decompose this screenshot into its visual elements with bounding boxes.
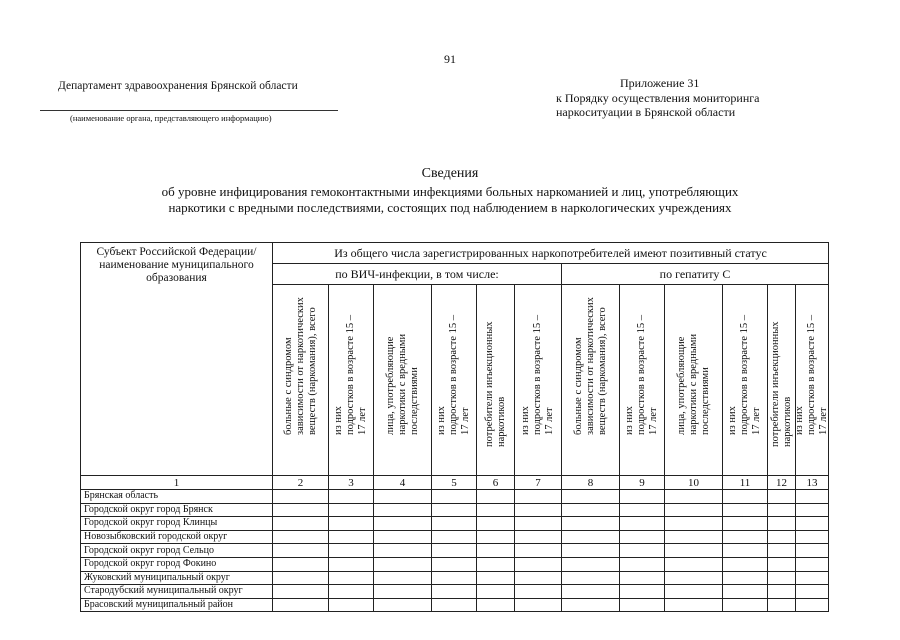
- column-number: 6: [477, 476, 515, 490]
- column-header: [768, 285, 796, 476]
- table-row: [81, 544, 829, 558]
- column-header: [477, 285, 515, 476]
- data-cell[interactable]: [723, 598, 768, 612]
- table-row: [81, 598, 829, 612]
- row-municipality-name: Новозыбковский городской округ: [81, 530, 273, 544]
- column-header-label: потребители инъекционных наркотиков: [483, 321, 507, 447]
- status-header: Из общего числа зарегистрированных наркопотребителей имеют позитивный статус: [273, 243, 829, 264]
- data-cell[interactable]: [620, 598, 665, 612]
- data-cell[interactable]: [477, 598, 515, 612]
- column-header-label: больные с синдромом зависимости от наркотических веществ (наркомания), всего: [282, 297, 318, 435]
- data-cell[interactable]: [562, 571, 620, 585]
- data-cell[interactable]: [374, 490, 432, 504]
- title-line: наркотики с вредными последствиями, состоящих под наблюдением в наркологических учреждениях: [168, 200, 732, 215]
- data-cell[interactable]: [620, 490, 665, 504]
- row-municipality-name: Городской округ город Сельцо: [81, 544, 273, 558]
- data-cell[interactable]: [562, 598, 620, 612]
- data-cell[interactable]: [329, 530, 374, 544]
- data-cell[interactable]: [515, 571, 562, 585]
- data-cell[interactable]: [665, 557, 723, 571]
- data-cell[interactable]: [329, 598, 374, 612]
- data-cell[interactable]: [515, 585, 562, 599]
- data-cell[interactable]: [665, 503, 723, 517]
- data-cell[interactable]: [432, 503, 477, 517]
- data-cell[interactable]: [329, 503, 374, 517]
- data-cell[interactable]: [273, 585, 329, 599]
- data-cell[interactable]: [273, 557, 329, 571]
- data-cell[interactable]: [515, 503, 562, 517]
- data-cell[interactable]: [768, 557, 796, 571]
- data-cell[interactable]: [432, 598, 477, 612]
- report-table: [80, 242, 829, 612]
- data-cell[interactable]: [477, 557, 515, 571]
- data-cell[interactable]: [620, 571, 665, 585]
- appendix-title: Приложение 31: [620, 76, 700, 90]
- data-cell[interactable]: [620, 557, 665, 571]
- table-row: [81, 503, 829, 517]
- data-cell[interactable]: [515, 517, 562, 531]
- data-cell[interactable]: [477, 517, 515, 531]
- data-cell[interactable]: [768, 571, 796, 585]
- column-header: [329, 285, 374, 476]
- data-cell[interactable]: [515, 544, 562, 558]
- data-cell[interactable]: [768, 598, 796, 612]
- data-cell[interactable]: [329, 490, 374, 504]
- data-cell[interactable]: [432, 571, 477, 585]
- column-number: 3: [329, 476, 374, 490]
- data-cell[interactable]: [665, 490, 723, 504]
- appendix-block: [556, 76, 759, 120]
- table-row: [81, 490, 829, 504]
- data-cell[interactable]: [620, 530, 665, 544]
- data-cell[interactable]: [768, 585, 796, 599]
- column-number: 1: [81, 476, 273, 490]
- column-header-label: из них подростков в возрасте 15 – 17 лет: [624, 314, 659, 435]
- column-header: [562, 285, 620, 476]
- data-cell[interactable]: [477, 585, 515, 599]
- data-cell[interactable]: [768, 530, 796, 544]
- data-cell[interactable]: [562, 503, 620, 517]
- data-cell[interactable]: [620, 517, 665, 531]
- data-cell[interactable]: [796, 517, 829, 531]
- organization-name: Департамент здравоохранения Брянской области: [58, 80, 298, 92]
- data-cell[interactable]: [665, 517, 723, 531]
- column-header: [723, 285, 768, 476]
- data-cell[interactable]: [477, 530, 515, 544]
- data-cell[interactable]: [768, 490, 796, 504]
- document-title: [0, 166, 900, 216]
- data-cell[interactable]: [796, 585, 829, 599]
- data-cell[interactable]: [562, 544, 620, 558]
- data-cell[interactable]: [432, 585, 477, 599]
- column-number: 11: [723, 476, 768, 490]
- data-cell[interactable]: [374, 571, 432, 585]
- data-cell[interactable]: [723, 530, 768, 544]
- column-header: [796, 285, 829, 476]
- data-cell[interactable]: [273, 530, 329, 544]
- appendix-line: наркоситуации в Брянской области: [556, 105, 736, 119]
- data-cell[interactable]: [432, 544, 477, 558]
- data-cell[interactable]: [374, 585, 432, 599]
- column-header-label: из них подростков в возрасте 15 – 17 лет: [727, 314, 762, 435]
- column-header: [665, 285, 723, 476]
- data-cell[interactable]: [768, 517, 796, 531]
- data-cell[interactable]: [374, 557, 432, 571]
- data-cell[interactable]: [796, 490, 829, 504]
- row-municipality-name: Брасовский муниципальный район: [81, 598, 273, 612]
- column-number: 4: [374, 476, 432, 490]
- column-number: 2: [273, 476, 329, 490]
- data-cell[interactable]: [796, 598, 829, 612]
- column-number: 7: [515, 476, 562, 490]
- data-cell[interactable]: [796, 571, 829, 585]
- row-municipality-name: Городской округ город Фокино: [81, 557, 273, 571]
- title-main: Сведения: [421, 166, 479, 181]
- data-cell[interactable]: [515, 557, 562, 571]
- data-cell[interactable]: [723, 517, 768, 531]
- data-cell[interactable]: [796, 557, 829, 571]
- data-cell[interactable]: [432, 530, 477, 544]
- data-cell[interactable]: [374, 503, 432, 517]
- data-cell[interactable]: [329, 517, 374, 531]
- data-cell[interactable]: [374, 530, 432, 544]
- row-municipality-name: Жуковский муниципальный округ: [81, 571, 273, 585]
- table-row: [81, 585, 829, 599]
- data-cell[interactable]: [562, 557, 620, 571]
- column-number: 10: [665, 476, 723, 490]
- data-cell[interactable]: [620, 585, 665, 599]
- row-municipality-name: Городской округ город Брянск: [81, 503, 273, 517]
- data-cell[interactable]: [374, 517, 432, 531]
- data-cell[interactable]: [723, 557, 768, 571]
- data-cell[interactable]: [374, 544, 432, 558]
- hepatitis-group-header: по гепатиту С: [562, 264, 829, 285]
- column-header: [432, 285, 477, 476]
- data-cell[interactable]: [273, 571, 329, 585]
- data-cell[interactable]: [768, 544, 796, 558]
- row-municipality-name: Стародубский муниципальный округ: [81, 585, 273, 599]
- data-cell[interactable]: [329, 544, 374, 558]
- row-municipality-name: Городской округ город Клинцы: [81, 517, 273, 531]
- data-cell[interactable]: [562, 585, 620, 599]
- table-row: [81, 571, 829, 585]
- page-number: 91: [444, 52, 456, 66]
- organization-caption: (наименование органа, представляющего информацию): [70, 113, 272, 123]
- column-header-label: потребители инъекционных наркотиков: [769, 321, 793, 447]
- column-number: 12: [768, 476, 796, 490]
- data-cell[interactable]: [515, 598, 562, 612]
- data-cell[interactable]: [665, 544, 723, 558]
- data-cell[interactable]: [562, 530, 620, 544]
- title-line: об уровне инфицирования гемоконтактными инфекциями больных наркоманией и лиц, употребляющих: [161, 184, 739, 199]
- column-header-label: из них подростков в возрасте 15 – 17 лет: [333, 314, 368, 435]
- data-cell[interactable]: [723, 544, 768, 558]
- organization-underline: [40, 110, 338, 111]
- column-number: 9: [620, 476, 665, 490]
- column-header: [515, 285, 562, 476]
- column-header-label: лица, употребляющие наркотики с вредными последствиями: [675, 333, 711, 435]
- hiv-group-header: по ВИЧ-инфекции, в том числе:: [273, 264, 562, 285]
- data-cell[interactable]: [273, 517, 329, 531]
- column-header-label: больные с синдромом зависимости от наркотических веществ (наркомания), всего: [572, 297, 608, 435]
- column-header-label: из них подростков в возрасте 15 – 17 лет: [794, 314, 830, 435]
- table-row: [81, 530, 829, 544]
- data-cell[interactable]: [620, 544, 665, 558]
- column-number: 5: [432, 476, 477, 490]
- column-header: [620, 285, 665, 476]
- data-cell[interactable]: [477, 490, 515, 504]
- column-number: 8: [562, 476, 620, 490]
- data-cell[interactable]: [477, 503, 515, 517]
- data-cell[interactable]: [665, 530, 723, 544]
- data-cell[interactable]: [329, 571, 374, 585]
- data-cell[interactable]: [432, 557, 477, 571]
- data-cell[interactable]: [620, 503, 665, 517]
- data-cell[interactable]: [432, 517, 477, 531]
- column-header-label: из них подростков в возрасте 15 – 17 лет: [436, 314, 471, 435]
- data-cell[interactable]: [562, 517, 620, 531]
- data-cell[interactable]: [477, 571, 515, 585]
- table-row: [81, 557, 829, 571]
- data-cell[interactable]: [768, 503, 796, 517]
- column-header: [374, 285, 432, 476]
- data-cell[interactable]: [329, 585, 374, 599]
- data-cell[interactable]: [665, 585, 723, 599]
- data-cell[interactable]: [432, 490, 477, 504]
- column-numbers-row: [81, 476, 829, 490]
- appendix-line: к Порядку осуществления мониторинга: [556, 90, 760, 105]
- subject-header: Субъект Российской Федерации/ наименование муниципального образования: [81, 243, 273, 476]
- column-header-label: из них подростков в возрасте 15 – 17 лет: [520, 314, 555, 435]
- data-cell[interactable]: [796, 503, 829, 517]
- column-header-label: лица, употребляющие наркотики с вредными последствиями: [384, 333, 420, 435]
- data-cell[interactable]: [374, 598, 432, 612]
- data-cell[interactable]: [723, 503, 768, 517]
- data-cell[interactable]: [273, 490, 329, 504]
- table-row: [81, 517, 829, 531]
- data-cell[interactable]: [477, 544, 515, 558]
- data-cell[interactable]: [273, 544, 329, 558]
- column-number: 13: [796, 476, 829, 490]
- data-cell[interactable]: [273, 598, 329, 612]
- row-municipality-name: Брянская область: [81, 490, 273, 504]
- data-cell[interactable]: [329, 557, 374, 571]
- data-cell[interactable]: [796, 530, 829, 544]
- data-cell[interactable]: [723, 490, 768, 504]
- data-cell[interactable]: [796, 544, 829, 558]
- data-cell[interactable]: [723, 585, 768, 599]
- data-cell[interactable]: [515, 490, 562, 504]
- column-header: [273, 285, 329, 476]
- data-cell[interactable]: [515, 530, 562, 544]
- data-cell[interactable]: [723, 571, 768, 585]
- data-cell[interactable]: [273, 503, 329, 517]
- data-cell[interactable]: [562, 490, 620, 504]
- data-cell[interactable]: [665, 571, 723, 585]
- data-cell[interactable]: [665, 598, 723, 612]
